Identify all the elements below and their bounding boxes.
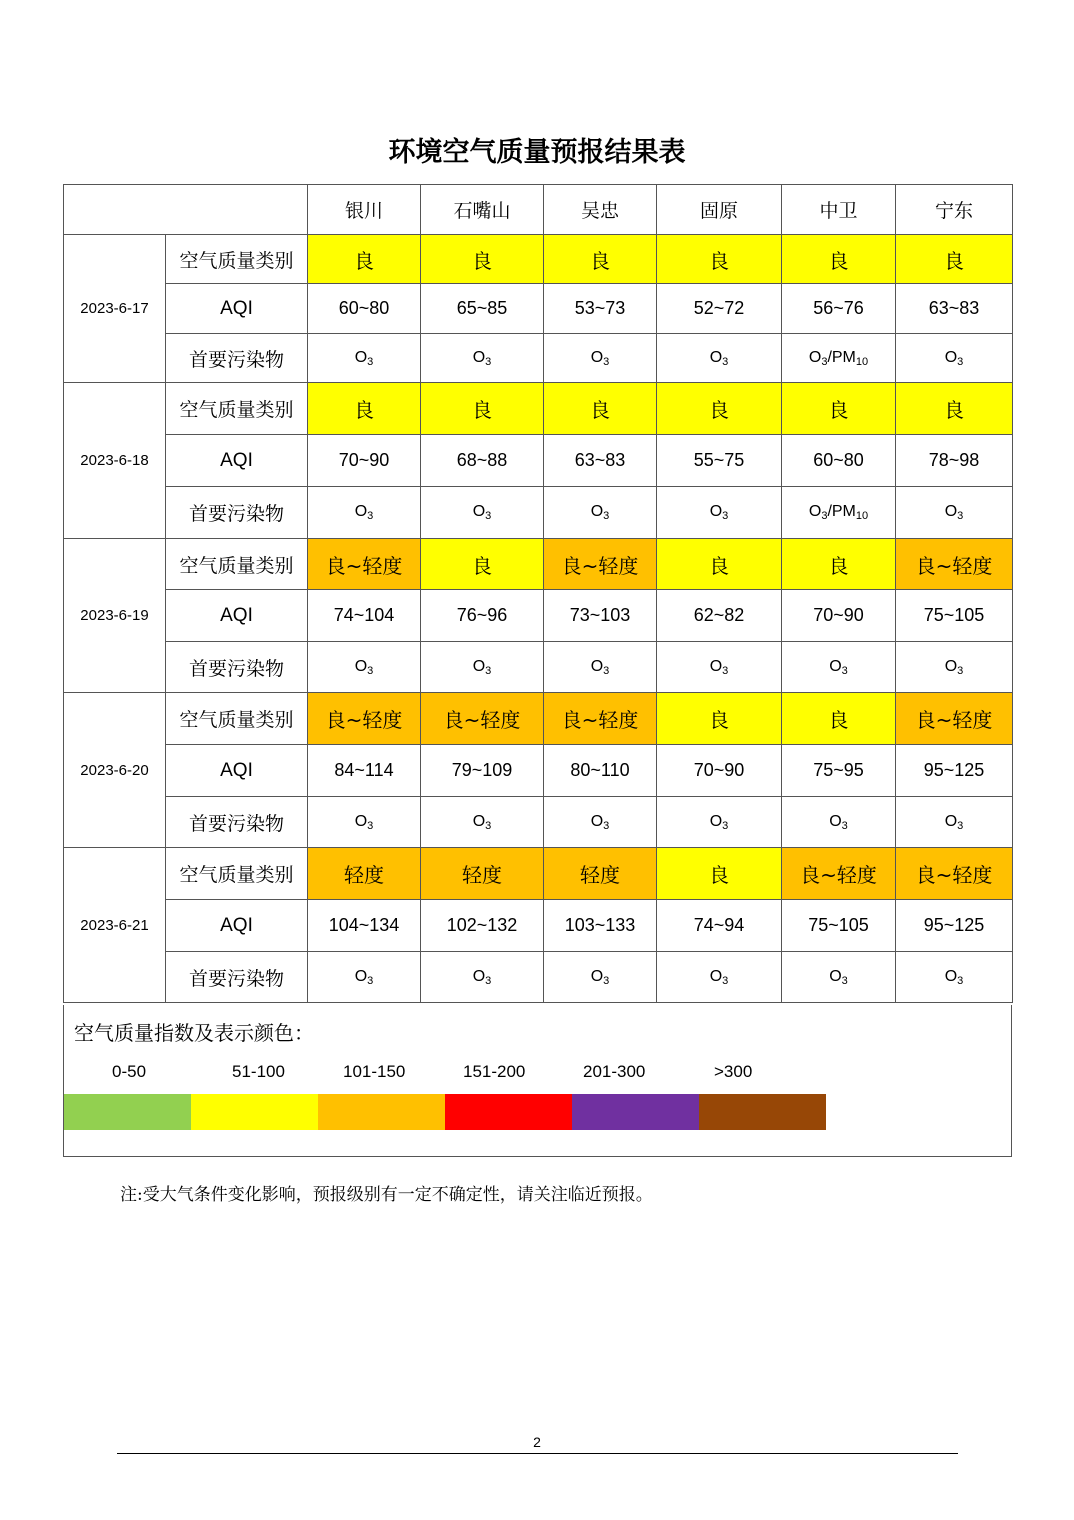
row-label-pollutant: 首要污染物	[166, 334, 308, 383]
footer-rule	[117, 1453, 958, 1454]
aqi-cell: 80~110	[544, 745, 657, 797]
pollutant-subscript: 3	[957, 819, 964, 832]
pollutant-text: /PM	[827, 503, 856, 520]
pollutant-text: O	[590, 348, 604, 366]
category-cell: 良	[421, 383, 544, 435]
forecast-table	[63, 184, 1013, 1003]
page-number: 2	[533, 1434, 541, 1450]
category-cell: 良~轻度	[421, 693, 544, 745]
category-cell: 良	[308, 383, 421, 435]
pollutant-cell	[657, 334, 782, 383]
day-category-row	[64, 539, 1013, 590]
pollutant-subscript: 3	[722, 355, 729, 368]
pollutant-text: O	[472, 967, 486, 985]
legend-swatch	[318, 1094, 445, 1130]
aqi-cell: 74~104	[308, 590, 421, 642]
pollutant-text: /PM	[827, 348, 856, 366]
category-cell: 良	[896, 235, 1013, 284]
pollutant-text: O	[709, 812, 723, 830]
day-aqi-row	[64, 284, 1013, 334]
row-label-pollutant: 首要污染物	[166, 642, 308, 693]
aqi-cell: 63~83	[896, 284, 1013, 334]
pollutant-cell	[782, 334, 896, 383]
aqi-cell: 95~125	[896, 745, 1013, 797]
page-title: 环境空气质量预报结果表	[388, 137, 686, 168]
day-pollutant-row	[64, 952, 1013, 1003]
pollutant-subscript: 3	[485, 819, 492, 832]
pollutant-text: O	[472, 657, 486, 675]
category-cell: 良~轻度	[896, 693, 1013, 745]
pollutant-text: O	[354, 967, 368, 985]
pollutant-subscript: 3	[485, 974, 492, 987]
pollutant-text: O	[829, 657, 842, 675]
pollutant-cell	[657, 487, 782, 539]
pollutant-subscript: 3	[722, 510, 729, 522]
category-cell: 良	[657, 693, 782, 745]
aqi-cell: 53~73	[544, 284, 657, 334]
aqi-cell: 62~82	[657, 590, 782, 642]
day-pollutant-row	[64, 487, 1013, 539]
legend-swatch	[445, 1094, 572, 1130]
legend-range-label: 201-300	[583, 1062, 646, 1081]
pollutant-cell	[896, 642, 1013, 693]
pollutant-cell	[308, 642, 421, 693]
pollutant-subscript: 3	[957, 510, 964, 522]
legend-range-label: 101-150	[343, 1062, 406, 1081]
header-corner-cell	[64, 185, 308, 235]
aqi-cell: 104~134	[308, 900, 421, 952]
pollutant-text: O	[354, 657, 368, 675]
pollutant-cell	[421, 642, 544, 693]
aqi-cell: 95~125	[896, 900, 1013, 952]
aqi-cell: 70~90	[308, 435, 421, 487]
aqi-cell: 75~105	[896, 590, 1013, 642]
pollutant-subscript: 10	[855, 510, 869, 522]
pollutant-subscript: 3	[722, 974, 729, 987]
category-cell: 轻度	[308, 848, 421, 900]
pollutant-subscript: 3	[367, 510, 374, 522]
city-header: 石嘴山	[421, 185, 544, 235]
category-cell: 良	[308, 235, 421, 284]
row-label-category: 空气质量类别	[166, 235, 308, 284]
category-cell: 良	[782, 693, 896, 745]
day-pollutant-row	[64, 797, 1013, 848]
pollutant-subscript: 3	[821, 355, 828, 368]
city-header: 固原	[657, 185, 782, 235]
legend-swatch	[572, 1094, 699, 1130]
aqi-color-legend	[63, 1005, 1012, 1157]
pollutant-text: O	[354, 348, 368, 366]
pollutant-cell	[544, 642, 657, 693]
pollutant-cell	[544, 334, 657, 383]
category-cell: 良~轻度	[896, 848, 1013, 900]
pollutant-subscript: 3	[603, 510, 610, 522]
pollutant-subscript: 3	[367, 355, 374, 368]
pollutant-subscript: 3	[841, 664, 848, 677]
aqi-cell: 55~75	[657, 435, 782, 487]
date-cell: 2023-6-19	[64, 539, 166, 693]
category-cell: 良~轻度	[896, 539, 1013, 590]
row-label-aqi: AQI	[166, 435, 308, 487]
day-pollutant-row	[64, 334, 1013, 383]
pollutant-cell	[421, 487, 544, 539]
pollutant-text: O	[590, 503, 604, 520]
date-cell: 2023-6-21	[64, 848, 166, 1003]
date-cell: 2023-6-17	[64, 235, 166, 383]
row-label-pollutant: 首要污染物	[166, 797, 308, 848]
day-aqi-row	[64, 435, 1013, 487]
day-category-row	[64, 383, 1013, 435]
pollutant-text: O	[590, 967, 604, 985]
pollutant-subscript: 3	[485, 355, 492, 368]
category-cell: 良~轻度	[544, 539, 657, 590]
pollutant-cell	[544, 797, 657, 848]
pollutant-cell	[308, 952, 421, 1003]
pollutant-subscript: 3	[367, 664, 374, 677]
category-cell: 良~轻度	[544, 693, 657, 745]
pollutant-cell	[308, 334, 421, 383]
aqi-cell: 70~90	[657, 745, 782, 797]
row-label-category: 空气质量类别	[166, 848, 308, 900]
pollutant-subscript: 3	[603, 664, 610, 677]
category-cell: 轻度	[421, 848, 544, 900]
legend-swatches	[64, 1094, 826, 1130]
legend-swatch	[64, 1094, 191, 1130]
aqi-cell: 63~83	[544, 435, 657, 487]
row-label-category: 空气质量类别	[166, 383, 308, 435]
category-cell: 良	[782, 235, 896, 284]
aqi-cell: 60~80	[308, 284, 421, 334]
category-cell: 良	[657, 383, 782, 435]
pollutant-text: O	[808, 348, 822, 366]
aqi-cell: 75~105	[782, 900, 896, 952]
category-cell: 良	[544, 235, 657, 284]
pollutant-subscript: 3	[367, 974, 374, 987]
category-cell: 良	[544, 383, 657, 435]
pollutant-cell	[421, 797, 544, 848]
category-cell: 良	[896, 383, 1013, 435]
pollutant-cell	[896, 487, 1013, 539]
pollutant-subscript: 3	[722, 664, 729, 677]
forecast-table-body	[64, 185, 1013, 1003]
pollutant-subscript: 3	[957, 355, 964, 368]
pollutant-subscript: 3	[367, 819, 374, 832]
aqi-cell: 60~80	[782, 435, 896, 487]
day-aqi-row	[64, 900, 1013, 952]
pollutant-cell	[308, 797, 421, 848]
pollutant-cell	[308, 487, 421, 539]
day-category-row	[64, 848, 1013, 900]
pollutant-text: O	[829, 812, 842, 830]
pollutant-cell	[544, 952, 657, 1003]
pollutant-cell	[657, 952, 782, 1003]
aqi-cell: 73~103	[544, 590, 657, 642]
pollutant-subscript: 3	[841, 974, 848, 987]
row-label-aqi: AQI	[166, 900, 308, 952]
pollutant-cell	[421, 952, 544, 1003]
aqi-cell: 70~90	[782, 590, 896, 642]
pollutant-subscript: 10	[855, 355, 869, 368]
pollutant-text: O	[944, 812, 958, 830]
aqi-cell: 68~88	[421, 435, 544, 487]
legend-swatch	[699, 1094, 826, 1130]
city-header: 宁东	[896, 185, 1013, 235]
pollutant-text: O	[472, 812, 486, 830]
pollutant-text: O	[944, 348, 958, 366]
pollutant-text: O	[709, 348, 723, 366]
row-label-aqi: AQI	[166, 284, 308, 334]
aqi-cell: 84~114	[308, 745, 421, 797]
aqi-cell: 56~76	[782, 284, 896, 334]
pollutant-cell	[782, 797, 896, 848]
pollutant-text: O	[709, 503, 723, 520]
aqi-cell: 75~95	[782, 745, 896, 797]
pollutant-text: O	[472, 503, 486, 520]
category-cell: 良	[421, 539, 544, 590]
pollutant-subscript: 3	[485, 510, 492, 522]
pollutant-text: O	[808, 503, 822, 520]
pollutant-subscript: 3	[821, 510, 828, 522]
pollutant-subscript: 3	[957, 974, 964, 987]
pollutant-subscript: 3	[722, 819, 729, 832]
pollutant-text: O	[354, 503, 368, 520]
aqi-cell: 76~96	[421, 590, 544, 642]
aqi-cell: 74~94	[657, 900, 782, 952]
row-label-category: 空气质量类别	[166, 693, 308, 745]
pollutant-cell	[421, 334, 544, 383]
pollutant-text: O	[590, 657, 604, 675]
date-cell: 2023-6-18	[64, 383, 166, 539]
pollutant-cell	[782, 487, 896, 539]
row-label-aqi: AQI	[166, 745, 308, 797]
category-cell: 良	[782, 383, 896, 435]
footnote: 注:受大气条件变化影响，预报级别有一定不确定性，请关注临近预报。	[120, 1185, 653, 1205]
category-cell: 良	[421, 235, 544, 284]
aqi-cell: 79~109	[421, 745, 544, 797]
legend-range-label: 51-100	[232, 1062, 285, 1081]
row-label-category: 空气质量类别	[166, 539, 308, 590]
pollutant-subscript: 3	[841, 819, 848, 832]
category-cell: 良	[657, 848, 782, 900]
pollutant-subscript: 3	[603, 819, 610, 832]
aqi-cell: 65~85	[421, 284, 544, 334]
pollutant-text: O	[709, 657, 723, 675]
pollutant-subscript: 3	[485, 664, 492, 677]
day-pollutant-row	[64, 642, 1013, 693]
row-label-pollutant: 首要污染物	[166, 952, 308, 1003]
pollutant-text: O	[944, 657, 958, 675]
pollutant-cell	[782, 952, 896, 1003]
pollutant-text: O	[472, 348, 486, 366]
legend-title: 空气质量指数及表示颜色：	[74, 1021, 314, 1045]
city-header: 银川	[308, 185, 421, 235]
pollutant-text: O	[829, 967, 842, 985]
header-row	[64, 185, 1013, 235]
day-category-row	[64, 693, 1013, 745]
aqi-cell: 102~132	[421, 900, 544, 952]
pollutant-cell	[782, 642, 896, 693]
category-cell: 良~轻度	[782, 848, 896, 900]
pollutant-cell	[657, 642, 782, 693]
pollutant-text: O	[590, 812, 604, 830]
category-cell: 良	[657, 235, 782, 284]
aqi-cell: 103~133	[544, 900, 657, 952]
pollutant-text: O	[944, 503, 958, 520]
day-aqi-row	[64, 590, 1013, 642]
legend-range-label: 151-200	[463, 1062, 526, 1081]
category-cell: 良	[782, 539, 896, 590]
date-cell: 2023-6-20	[64, 693, 166, 848]
pollutant-text: O	[944, 967, 958, 985]
pollutant-subscript: 3	[957, 664, 964, 677]
pollutant-cell	[896, 334, 1013, 383]
category-cell: 良	[657, 539, 782, 590]
category-cell: 良~轻度	[308, 539, 421, 590]
pollutant-cell	[544, 487, 657, 539]
row-label-pollutant: 首要污染物	[166, 487, 308, 539]
pollutant-text: O	[709, 967, 723, 985]
pollutant-cell	[657, 797, 782, 848]
aqi-cell: 52~72	[657, 284, 782, 334]
pollutant-subscript: 3	[603, 355, 610, 368]
legend-range-label: >300	[714, 1062, 753, 1081]
pollutant-subscript: 3	[603, 974, 610, 987]
legend-swatch	[191, 1094, 318, 1130]
city-header: 吴忠	[544, 185, 657, 235]
legend-range-label: 0-50	[112, 1062, 147, 1081]
row-label-aqi: AQI	[166, 590, 308, 642]
city-header: 中卫	[782, 185, 896, 235]
category-cell: 轻度	[544, 848, 657, 900]
pollutant-text: O	[354, 812, 368, 830]
day-category-row	[64, 235, 1013, 284]
aqi-cell: 78~98	[896, 435, 1013, 487]
category-cell: 良~轻度	[308, 693, 421, 745]
pollutant-cell	[896, 797, 1013, 848]
day-aqi-row	[64, 745, 1013, 797]
pollutant-cell	[896, 952, 1013, 1003]
